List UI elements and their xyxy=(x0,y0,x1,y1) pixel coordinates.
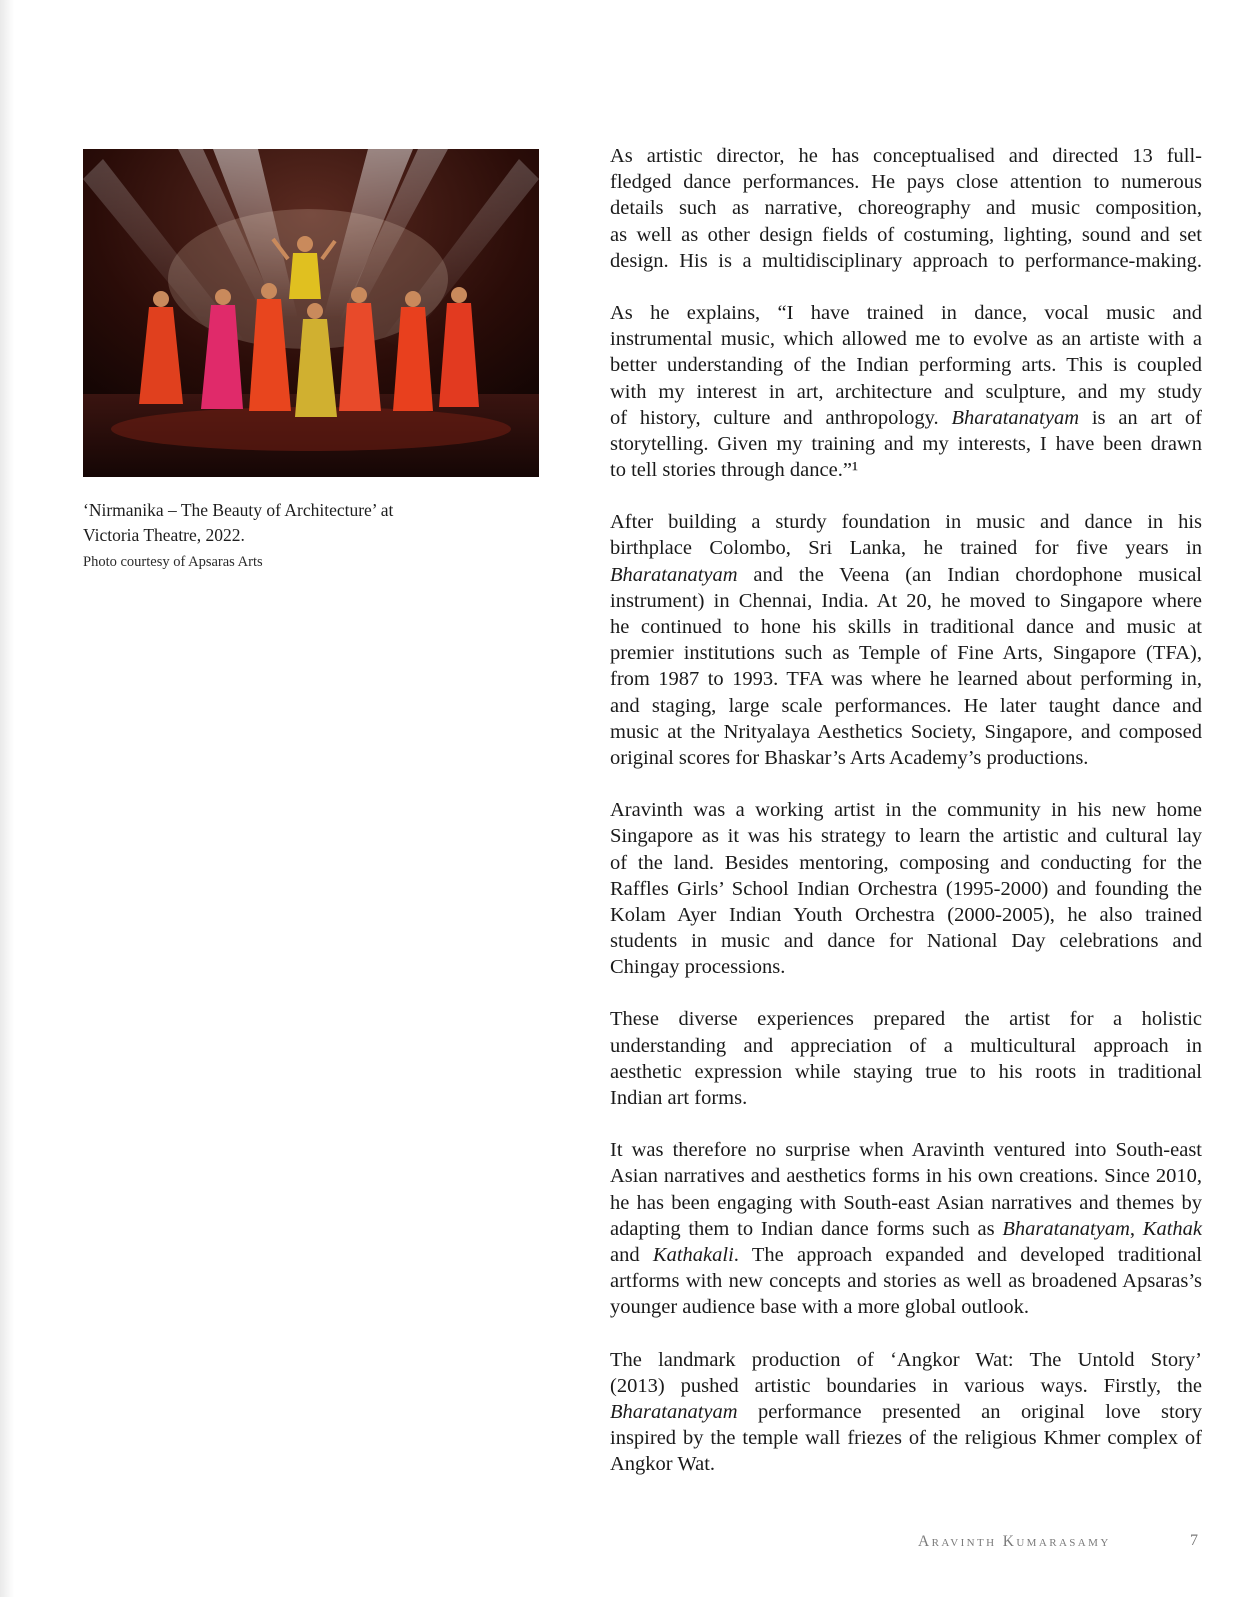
paragraph-4 xyxy=(610,797,1202,980)
text-fragment: adapting them to Indian dance forms such as xyxy=(610,1217,1003,1240)
text-line: details such as narrative, choreography and music composition, xyxy=(610,197,1202,220)
italic-term: Kathakali xyxy=(652,1243,734,1266)
text-line: Singapore as it was his strategy to learn the artistic and cultural lay xyxy=(610,825,1202,848)
caption-venue-line: Victoria Theatre, 2022. xyxy=(83,525,245,545)
text-fragment: of history, culture and anthropology. xyxy=(610,406,952,429)
text-line: understanding and appreciation of a multicultural approach in xyxy=(610,1034,1202,1057)
caption-title-line: ‘Nirmanika – The Beauty of Architecture’ at xyxy=(83,500,394,520)
text-line xyxy=(610,1399,1202,1425)
text-line: birthplace Colombo, Sri Lanka, he trained for five years in xyxy=(610,537,1202,560)
text-line: Aravinth was a working artist in the community in his new home xyxy=(610,799,1202,822)
text-line: younger audience base with a more global outlook. xyxy=(610,1296,1029,1319)
italic-term: Bharatanatyam xyxy=(610,563,738,586)
text-line: music at the Nrityalaya Aesthetics Society, Singapore, and composed xyxy=(610,720,1202,743)
text-line: inspired by the temple wall friezes of the religious Khmer complex of xyxy=(610,1427,1202,1450)
text-line: aesthetic expression while staying true to his roots in traditional xyxy=(610,1060,1202,1083)
paragraph-1 xyxy=(610,143,1202,274)
text-line: It was therefore no surprise when Aravinth ventured into South-east xyxy=(610,1139,1202,1162)
page-number: 7 xyxy=(1190,1532,1198,1549)
text-line: instrument) in Chennai, India. At 20, he moved to Singapore where xyxy=(610,589,1202,612)
text-line: and staging, large scale performances. He later taught dance and xyxy=(610,694,1202,717)
text-fragment: . The approach expanded and developed traditional xyxy=(733,1243,1202,1266)
text-fragment: , xyxy=(1129,1217,1143,1240)
italic-term: Kathak xyxy=(1142,1217,1202,1240)
text-line: Raffles Girls’ School Indian Orchestra (1995-2000) and founding the xyxy=(610,877,1202,900)
text-line: After building a sturdy foundation in music and dance in his xyxy=(610,511,1202,534)
text-fragment: performance presented an original love story xyxy=(737,1400,1202,1423)
performance-photo xyxy=(83,149,539,477)
text-line: Asian narratives and aesthetics forms in his own creations. Since 2010, xyxy=(610,1165,1202,1188)
text-line: Kolam Ayer Indian Youth Orchestra (2000-2005), he also trained xyxy=(610,903,1202,926)
paragraph-6 xyxy=(610,1137,1202,1320)
text-line: to tell stories through dance.”¹ xyxy=(610,459,859,482)
text-line: storytelling. Given my training and my interests, I have been drawn xyxy=(610,432,1202,455)
text-line: (2013) pushed artistic boundaries in various ways. Firstly, the xyxy=(610,1374,1202,1397)
text-line: he continued to hone his skills in traditional dance and music at xyxy=(610,616,1202,638)
paragraph-2 xyxy=(610,300,1202,483)
text-line: artforms with new concepts and stories as well as broadened Apsaras’s xyxy=(610,1270,1202,1293)
text-fragment: and the Veena (an Indian chordophone musical xyxy=(737,563,1202,586)
text-line: These diverse experiences prepared the artist for a holistic xyxy=(610,1008,1202,1031)
text-line xyxy=(610,1242,1202,1268)
text-fragment: is an art of xyxy=(1079,406,1202,429)
text-line: of the land. Besides mentoring, composing and conducting for the xyxy=(610,851,1202,874)
text-line: design. His is a multidisciplinary approach to performance-making. xyxy=(610,249,1202,272)
text-line: as well as other design fields of costuming, lighting, sound and set xyxy=(610,223,1202,246)
figure-caption xyxy=(83,498,523,573)
text-line: Indian art forms. xyxy=(610,1087,748,1109)
running-head: Aravinth Kumarasamy xyxy=(918,1533,1111,1550)
text-line: original scores for Bhaskar’s Arts Academy’s productions. xyxy=(610,746,1089,769)
italic-term: Bharatanatyam xyxy=(951,406,1080,429)
text-line: he has been engaging with South-east Asian narratives and themes by xyxy=(610,1191,1202,1214)
italic-term: Bharatanatyam xyxy=(1002,1217,1130,1240)
paragraph-7 xyxy=(610,1347,1202,1478)
photo-credit: Photo courtesy of Apsaras Arts xyxy=(83,554,263,570)
page-edge-shadow xyxy=(0,0,14,1597)
page-footer xyxy=(0,1533,1240,1563)
text-fragment: and xyxy=(610,1243,653,1266)
text-line xyxy=(610,562,1202,588)
text-line: Chingay processions. xyxy=(610,956,786,979)
paragraph-5 xyxy=(610,1006,1202,1111)
text-line: As artistic director, he has conceptualised and directed 13 full- xyxy=(610,145,1202,167)
text-line: As he explains, “I have trained in dance, vocal music and xyxy=(610,301,1202,324)
text-line: with my interest in art, architecture and sculpture, and my study xyxy=(610,380,1202,403)
text-line: students in music and dance for National Day celebrations and xyxy=(610,930,1202,953)
paragraph-3 xyxy=(610,509,1202,771)
text-line: fledged dance performances. He pays close attention to numerous xyxy=(610,171,1202,194)
text-line xyxy=(610,405,1202,431)
text-line: premier institutions such as Temple of Fine Arts, Singapore (TFA), xyxy=(610,642,1202,665)
text-line: from 1987 to 1993. TFA was where he learned about performing in, xyxy=(610,668,1202,691)
text-line xyxy=(610,1216,1202,1242)
text-line: better understanding of the Indian performing arts. This is coupled xyxy=(610,354,1202,377)
body-text-column xyxy=(610,143,1202,1503)
italic-term: Bharatanatyam xyxy=(610,1400,738,1423)
text-line: instrumental music, which allowed me to evolve as an artiste with a xyxy=(610,328,1202,351)
text-line: The landmark production of ‘Angkor Wat: The Untold Story’ xyxy=(610,1348,1202,1371)
text-line: Angkor Wat. xyxy=(610,1453,716,1476)
